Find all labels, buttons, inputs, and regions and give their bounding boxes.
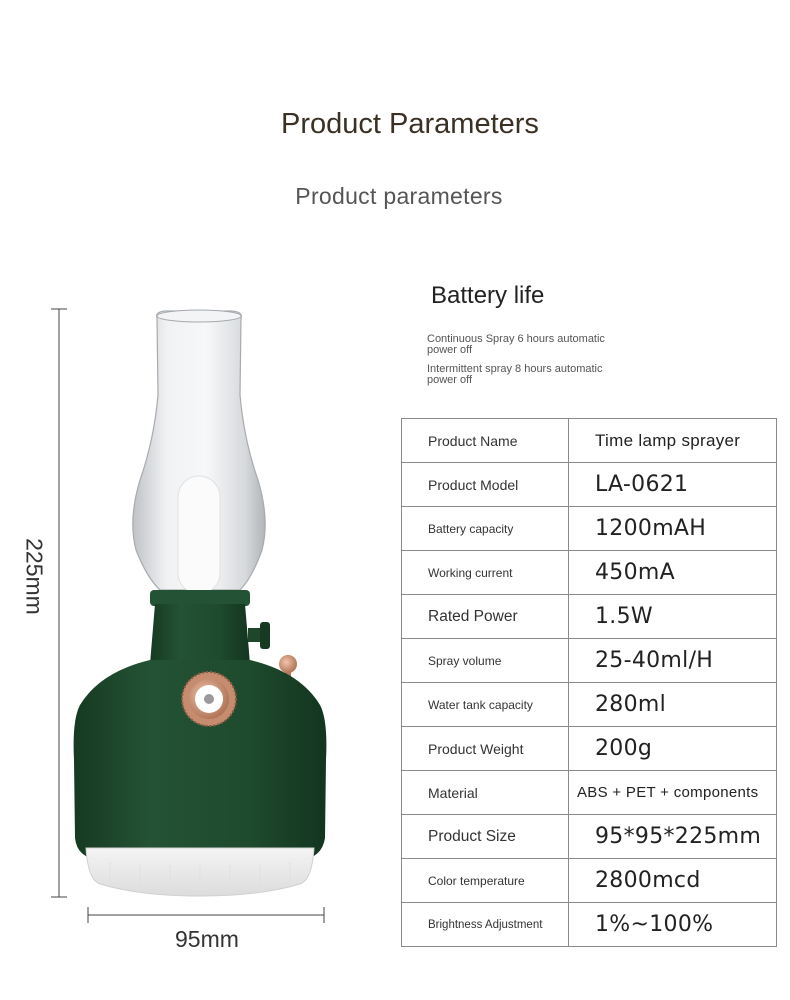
table-row (402, 507, 777, 551)
spec-label: Product Weight (402, 727, 569, 771)
table-row (402, 551, 777, 595)
spec-label: Water tank capacity (402, 683, 569, 727)
spec-value: 1.5W (569, 595, 777, 639)
spec-table (401, 418, 777, 947)
table-row (402, 463, 777, 507)
spec-label: Battery capacity (402, 507, 569, 551)
spec-value: 2800mcd (569, 859, 777, 903)
battery-note-intermittent: Intermittent spray 8 hours automatic power off (427, 363, 603, 386)
product-illustration (0, 290, 400, 930)
battery-note-continuous: Continuous Spray 6 hours automatic power off (427, 333, 605, 356)
table-row (402, 815, 777, 859)
width-dimension-line (88, 907, 324, 923)
spec-label: Product Size (402, 815, 569, 859)
spec-label: Spray volume (402, 639, 569, 683)
spec-value: 25-40ml/H (569, 639, 777, 683)
spec-value: 280ml (569, 683, 777, 727)
lamp-neck (150, 590, 270, 664)
spec-value: ABS + PET + components (569, 771, 777, 815)
height-dimension-line (51, 309, 67, 897)
spec-value: 450mA (569, 551, 777, 595)
table-row (402, 419, 777, 463)
spec-label: Rated Power (402, 595, 569, 639)
spec-label: Brightness Adjustment (402, 903, 569, 947)
table-row (402, 771, 777, 815)
table-row (402, 859, 777, 903)
page-title: Product Parameters (281, 108, 539, 140)
light-bulb-column (178, 476, 220, 594)
spec-value: 95*95*225mm (569, 815, 777, 859)
spec-value: Time lamp sprayer (569, 419, 777, 463)
spec-label: Color temperature (402, 859, 569, 903)
spec-label: Material (402, 771, 569, 815)
spec-value: 200g (569, 727, 777, 771)
battery-life-heading: Battery life (431, 282, 545, 309)
spec-label: Product Model (402, 463, 569, 507)
table-row (402, 727, 777, 771)
width-dimension-label: 95mm (175, 926, 239, 952)
height-dimension-label: 225mm (21, 538, 48, 615)
lamp-base (86, 848, 314, 896)
spec-value: 1200mAH (569, 507, 777, 551)
spec-value: 1%~100% (569, 903, 777, 947)
table-row (402, 903, 777, 947)
page-subtitle: Product parameters (295, 183, 503, 209)
spec-label: Product Name (402, 419, 569, 463)
table-row (402, 683, 777, 727)
table-row (402, 595, 777, 639)
mist-nozzle-dial (182, 672, 236, 726)
table-row (402, 639, 777, 683)
spec-label: Working current (402, 551, 569, 595)
spec-value: LA-0621 (569, 463, 777, 507)
